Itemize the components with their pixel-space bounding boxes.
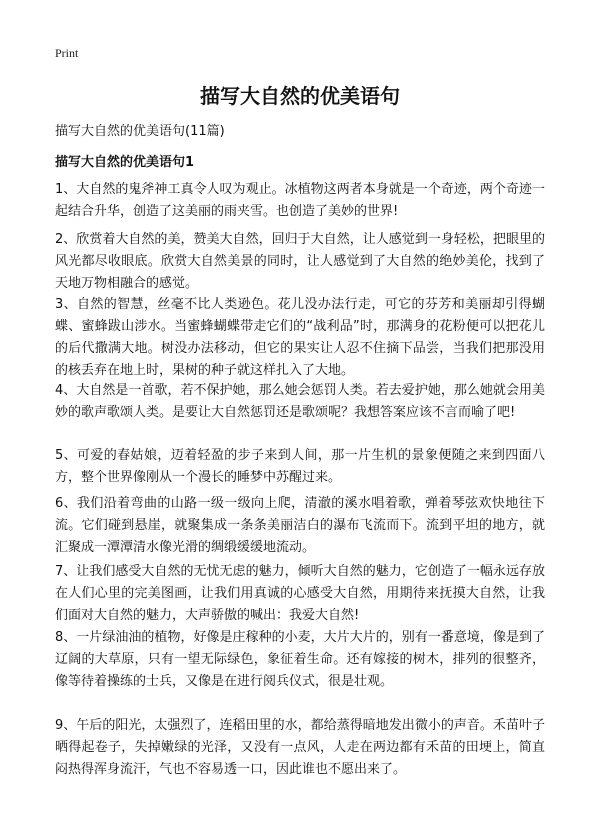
document-subtitle: 描写大自然的优美语句(11篇): [55, 124, 225, 139]
print-link[interactable]: Print: [55, 46, 79, 60]
paragraph-5: 5、可爱的春姑娘，迈着轻盈的步子来到人间，那一片生机的景象便随之来到四面八方，整个世界像刚从一个漫长的睡梦中苏醒过来。: [55, 448, 545, 485]
paragraph-7: 7、让我们感受大自然的无忧无虑的魅力，倾听大自然的魅力，它创造了一幅永远存放在人们心里的完美图画，让我们用真诚的心感受大自然，用期待来抚摸大自然，让我们面对大自然的魅力，大声骄傲的喊出：我爱大自然!: [55, 564, 545, 623]
paragraph-8: 8、一片绿油油的植物，好像是庄稼种的小麦，大片大片的，别有一番意境，像是到了辽阔的大草原，只有一望无际绿色，象征着生命。还有嫁接的树木，排列的很整齐，像等待着操练的士兵，又像是在进行阅兵仪式，很是壮观。: [55, 630, 545, 689]
paragraph-2: 2、欣赏着大自然的美，赞美大自然，回归于大自然，让人感觉到一身轻松，把眼里的风光都尽收眼底。欣赏大自然美景的同时，让人感觉到了大自然的绝妙美伦，找到了天地万物相融合的感觉。: [55, 232, 545, 291]
section-heading: 描写大自然的优美语句1: [55, 155, 195, 170]
document-title: 描写大自然的优美语句: [200, 84, 400, 108]
paragraph-4: 4、大自然是一首歌，若不保护她，那么她会惩罚人类。若去爱护她，那么她就会用美妙的歌声歌颂人类。是要让大自然惩罚还是歌颂呢？我想答案应该不言而喻了吧!: [55, 383, 545, 420]
paragraph-1: 1、大自然的鬼斧神工真令人叹为观止。冰植物这两者本身就是一个奇迹，两个奇迹一起结合升华，创造了这美丽的雨夹雪。也创造了美妙的世界!: [55, 182, 545, 219]
paragraph-9: 9、午后的阳光，太强烈了，连稻田里的水，都给蒸得暗地发出微小的声音。禾苗叶子晒得起卷子，失掉嫩绿的光泽，又没有一点风，人走在两边都有禾苗的田埂上，简直闷热得浑身流汗，气也不容易透一口，因此谁也不愿出来了。: [55, 718, 545, 777]
paragraph-3: 3、自然的智慧，丝毫不比人类逊色。花儿没办法行走，可它的芬芳和美丽却引得蝴蝶、蜜蜂跋山涉水。当蜜蜂蝴蝶带走它们的“战利品”时，那满身的花粉便可以把花儿的后代撒满大地。树没办法移动，但它的果实让人忍不住摘下品尝，当我们把那没用的核丢弃在地上时，果树的种子就这样扎入了大地。: [55, 297, 545, 378]
paragraph-6: 6、我们沿着弯曲的山路一级一级向上爬，清澈的溪水唱着歌，弹着琴弦欢快地往下流。它们碰到悬崖，就聚集成一条条美丽洁白的瀑布飞流而下。流到平坦的地方，就汇聚成一潭潭清水像光滑的绸缎缓缓地流动。: [55, 496, 545, 555]
